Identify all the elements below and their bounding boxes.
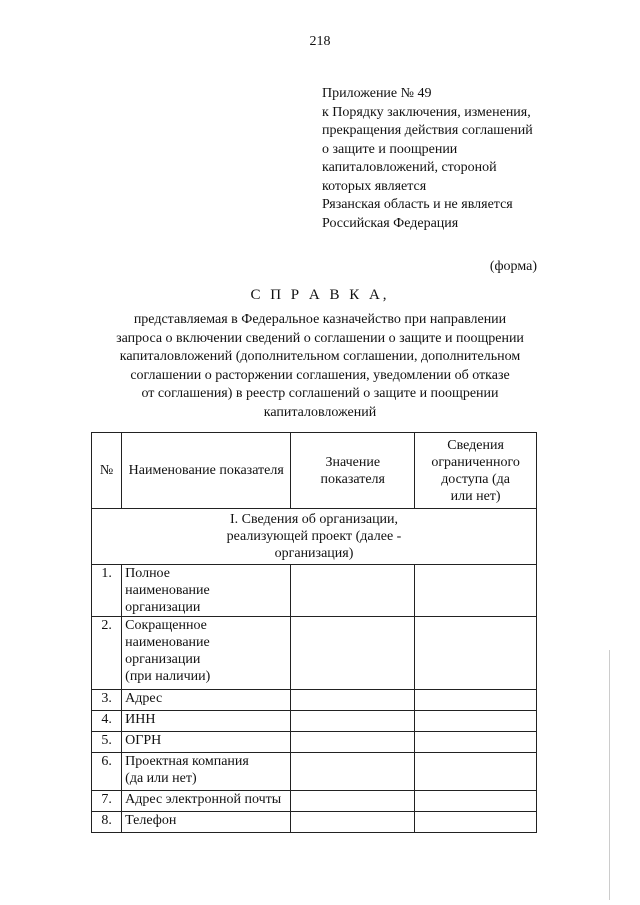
section-row [92,509,537,565]
row-indicator-value [291,791,415,812]
row-indicator-value [291,812,415,833]
appendix-line: Приложение № 49 [322,86,432,101]
row-indicator-value [291,711,415,732]
row-indicator-value [291,732,415,753]
table-row [92,791,537,812]
row-restricted-access [415,791,537,812]
scan-edge-line [609,650,610,900]
header-number: № [92,433,122,509]
appendix-line: которых является [322,178,427,194]
subtitle-line: от соглашения) в реестр соглашений о защите и поощрении [141,386,499,401]
row-indicator-value [291,753,415,791]
row-number: 7. [92,791,122,812]
table-body [92,509,537,833]
table-row [92,711,537,732]
row-indicator-name: Сокращенное наименование организации (при наличии) [122,617,291,690]
row-indicator-name: Адрес [122,690,291,711]
row-number: 2. [92,617,122,690]
appendix-line: прекращения действия соглашений [322,123,533,138]
subtitle-line: соглашении о расторжении соглашения, уведомлении об отказе [130,367,510,383]
appendix-line: к Порядку заключения, изменения, [322,104,531,120]
row-indicator-name: ОГРН [122,732,291,753]
row-number: 1. [92,565,122,617]
table-row [92,565,537,617]
row-restricted-access [415,753,537,791]
row-indicator-name: Адрес электронной почты [122,791,291,812]
table-row [92,617,537,690]
row-restricted-access [415,812,537,833]
row-number: 6. [92,753,122,791]
form-label: (форма) [489,259,537,274]
row-number: 3. [92,690,122,711]
table-row [92,732,537,753]
table-row [92,812,537,833]
table-row [92,753,537,791]
row-indicator-name: Полное наименование организации [122,565,291,617]
table-row [92,690,537,711]
document-subtitle [100,311,540,422]
subtitle-line: запроса о включении сведений о соглашении о защите и поощрении [116,330,524,346]
header-restricted-access: Сведения ограниченного доступа (да или нет) [415,433,537,509]
document-title: С П Р А В К А, [250,287,390,303]
row-restricted-access [415,565,537,617]
row-indicator-name: Проектная компания (да или нет) [122,753,291,791]
appendix-line: Рязанская область и не является [322,197,513,212]
subtitle-line: капиталовложений [263,404,377,420]
row-number: 4. [92,711,122,732]
subtitle-line: представляемая в Федеральное казначейство при направлении [133,312,507,327]
row-number: 5. [92,732,122,753]
section-title: I. Сведения об организации, реализующей проект (далее - организация) [92,509,537,565]
appendix-line: капиталовложений, стороной [322,160,497,175]
row-number: 8. [92,812,122,833]
row-indicator-name: ИНН [122,711,291,732]
row-indicator-value [291,617,415,690]
appendix-line: о защите и поощрении [322,141,458,157]
row-restricted-access [415,690,537,711]
page-number: 218 [309,34,331,49]
row-restricted-access [415,711,537,732]
row-indicator-value [291,565,415,617]
subtitle-line: капиталовложений (дополнительном соглашении, дополнительном [119,349,521,364]
appendix-note [322,85,622,233]
appendix-line: Российская Федерация [322,215,459,231]
row-indicator-value [291,690,415,711]
indicators-table [91,432,537,833]
row-restricted-access [415,732,537,753]
row-restricted-access [415,617,537,690]
header-indicator-value: Значение показателя [291,433,415,509]
row-indicator-name: Телефон [122,812,291,833]
header-indicator-name: Наименование показателя [122,433,291,509]
